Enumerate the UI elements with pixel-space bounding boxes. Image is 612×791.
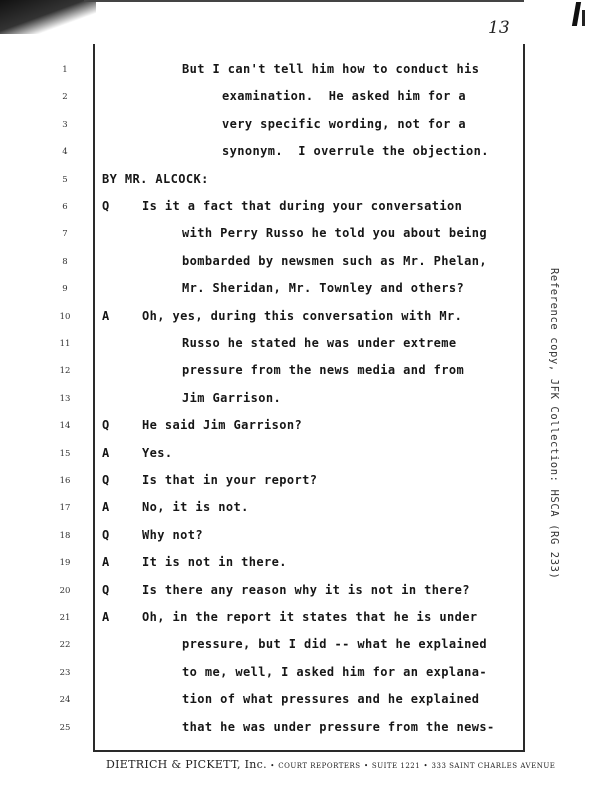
line-number: 13: [59, 393, 71, 404]
line-number: 22: [59, 640, 71, 651]
line-number: 2: [62, 92, 68, 103]
scan-artifact-top-right: [570, 0, 590, 28]
transcript-line: [0, 254, 612, 274]
line-number: 15: [59, 448, 71, 459]
line-text: Mr. Sheridan, Mr. Townley and others?: [182, 281, 465, 296]
line-text: Is there any reason why it is not in there?: [142, 582, 470, 597]
line-number: 10: [59, 311, 71, 322]
line-text: Oh, yes, during this conversation with Mr.: [142, 308, 463, 323]
qa-marker: Q: [102, 527, 110, 542]
line-number: 24: [59, 695, 71, 706]
line-text: very specific wording, not for a: [222, 116, 466, 131]
line-number: 18: [59, 530, 71, 541]
scan-mark: [582, 10, 585, 26]
transcript-line: [0, 665, 612, 685]
line-number: 23: [59, 667, 71, 678]
line-text: Yes.: [142, 445, 173, 460]
line-text: He said Jim Garrison?: [142, 418, 303, 433]
line-text: Is that in your report?: [142, 473, 318, 487]
transcript-line: [0, 117, 612, 137]
qa-marker: A: [102, 500, 110, 515]
scan-artifact-top-rule: [84, 0, 524, 2]
qa-marker: Q: [102, 199, 110, 213]
line-number: 25: [59, 722, 71, 733]
footer: [106, 758, 555, 771]
qa-marker: A: [102, 610, 110, 624]
line-number: 19: [59, 558, 71, 569]
line-text: pressure, but I did -- what he explained: [182, 637, 487, 652]
line-number: 17: [59, 503, 71, 514]
transcript-line: [0, 555, 612, 575]
line-number: 6: [62, 202, 68, 212]
line-text: Oh, in the report it states that he is under: [142, 610, 478, 624]
transcript-line: [0, 692, 612, 712]
footer-suite: SUITE 1221: [371, 762, 421, 770]
footer-separator: •: [423, 762, 429, 770]
qa-marker: A: [102, 445, 110, 460]
scan-artifact-top-left: [0, 0, 96, 34]
transcript-line: [0, 637, 612, 657]
line-number: 16: [59, 476, 71, 486]
line-number: 14: [59, 421, 71, 432]
transcript-line: [0, 446, 612, 466]
line-text: bombarded by newsmen such as Mr. Phelan,: [182, 253, 487, 268]
transcript-line: [0, 610, 612, 630]
transcript-line: [0, 363, 612, 383]
line-text: that he was under pressure from the news-: [182, 719, 495, 734]
footer-separator: •: [270, 762, 275, 770]
line-text: Jim Garrison.: [182, 390, 282, 405]
line-text: No, it is not.: [142, 500, 249, 515]
transcript-line: [0, 720, 612, 740]
line-number: 12: [59, 366, 71, 377]
transcript-line: [0, 309, 612, 329]
transcript-line: [0, 528, 612, 548]
transcript-line: [0, 144, 612, 164]
transcript-line: [0, 500, 612, 520]
line-number: 11: [59, 339, 71, 349]
line-text: Is it a fact that during your conversation: [142, 199, 463, 213]
line-text: examination. He asked him for a: [222, 89, 466, 104]
transcript-line: [0, 199, 612, 219]
bottom-rule: [93, 750, 525, 752]
qa-marker: Q: [102, 418, 110, 433]
line-number: 9: [62, 284, 68, 295]
transcript-line: [0, 473, 612, 493]
line-number: 8: [62, 256, 68, 267]
line-text: Why not?: [142, 527, 203, 542]
transcript-line: [0, 583, 612, 603]
line-text: to me, well, I asked him for an explana-: [182, 664, 487, 679]
line-text: It is not in there.: [142, 555, 287, 570]
transcript-line: [0, 89, 612, 109]
transcript-line: [0, 62, 612, 82]
transcript-line: [0, 281, 612, 301]
scan-mark: [572, 2, 581, 26]
line-text: But I can't tell him how to conduct his: [182, 62, 480, 76]
line-text: pressure from the news media and from: [182, 363, 465, 378]
transcript-line: [0, 418, 612, 438]
transcript-line: [0, 391, 612, 411]
footer-firm: DIETRICH & PICKETT, Inc.: [106, 758, 267, 771]
side-stamp: Reference copy, JFK Collection: HSCA (RG 233): [548, 268, 560, 580]
line-number: 1: [62, 65, 68, 75]
qa-marker: A: [102, 555, 110, 570]
line-text: Russo he stated he was under extreme: [182, 336, 457, 350]
transcript-line: [0, 336, 612, 356]
line-text: synonym. I overrule the objection.: [222, 144, 489, 159]
transcript-line: [0, 226, 612, 246]
line-text: BY MR. ALCOCK:: [102, 171, 209, 186]
line-number: 21: [59, 613, 71, 623]
line-number: 7: [62, 229, 68, 240]
footer-court-reporters: COURT REPORTERS: [278, 762, 361, 770]
line-text: with Perry Russo he told you about being: [182, 226, 487, 241]
line-number: 4: [62, 147, 68, 158]
qa-marker: A: [102, 308, 110, 323]
line-number: 20: [59, 585, 71, 596]
footer-separator: •: [363, 762, 369, 770]
line-number: 3: [62, 119, 68, 130]
transcript-line: [0, 172, 612, 192]
line-number: 5: [62, 174, 68, 185]
page-number: 13: [488, 18, 510, 38]
qa-marker: Q: [102, 473, 110, 487]
footer-address: 333 SAINT CHARLES AVENUE: [431, 762, 556, 770]
qa-marker: Q: [102, 582, 110, 597]
line-text: tion of what pressures and he explained: [182, 692, 480, 707]
